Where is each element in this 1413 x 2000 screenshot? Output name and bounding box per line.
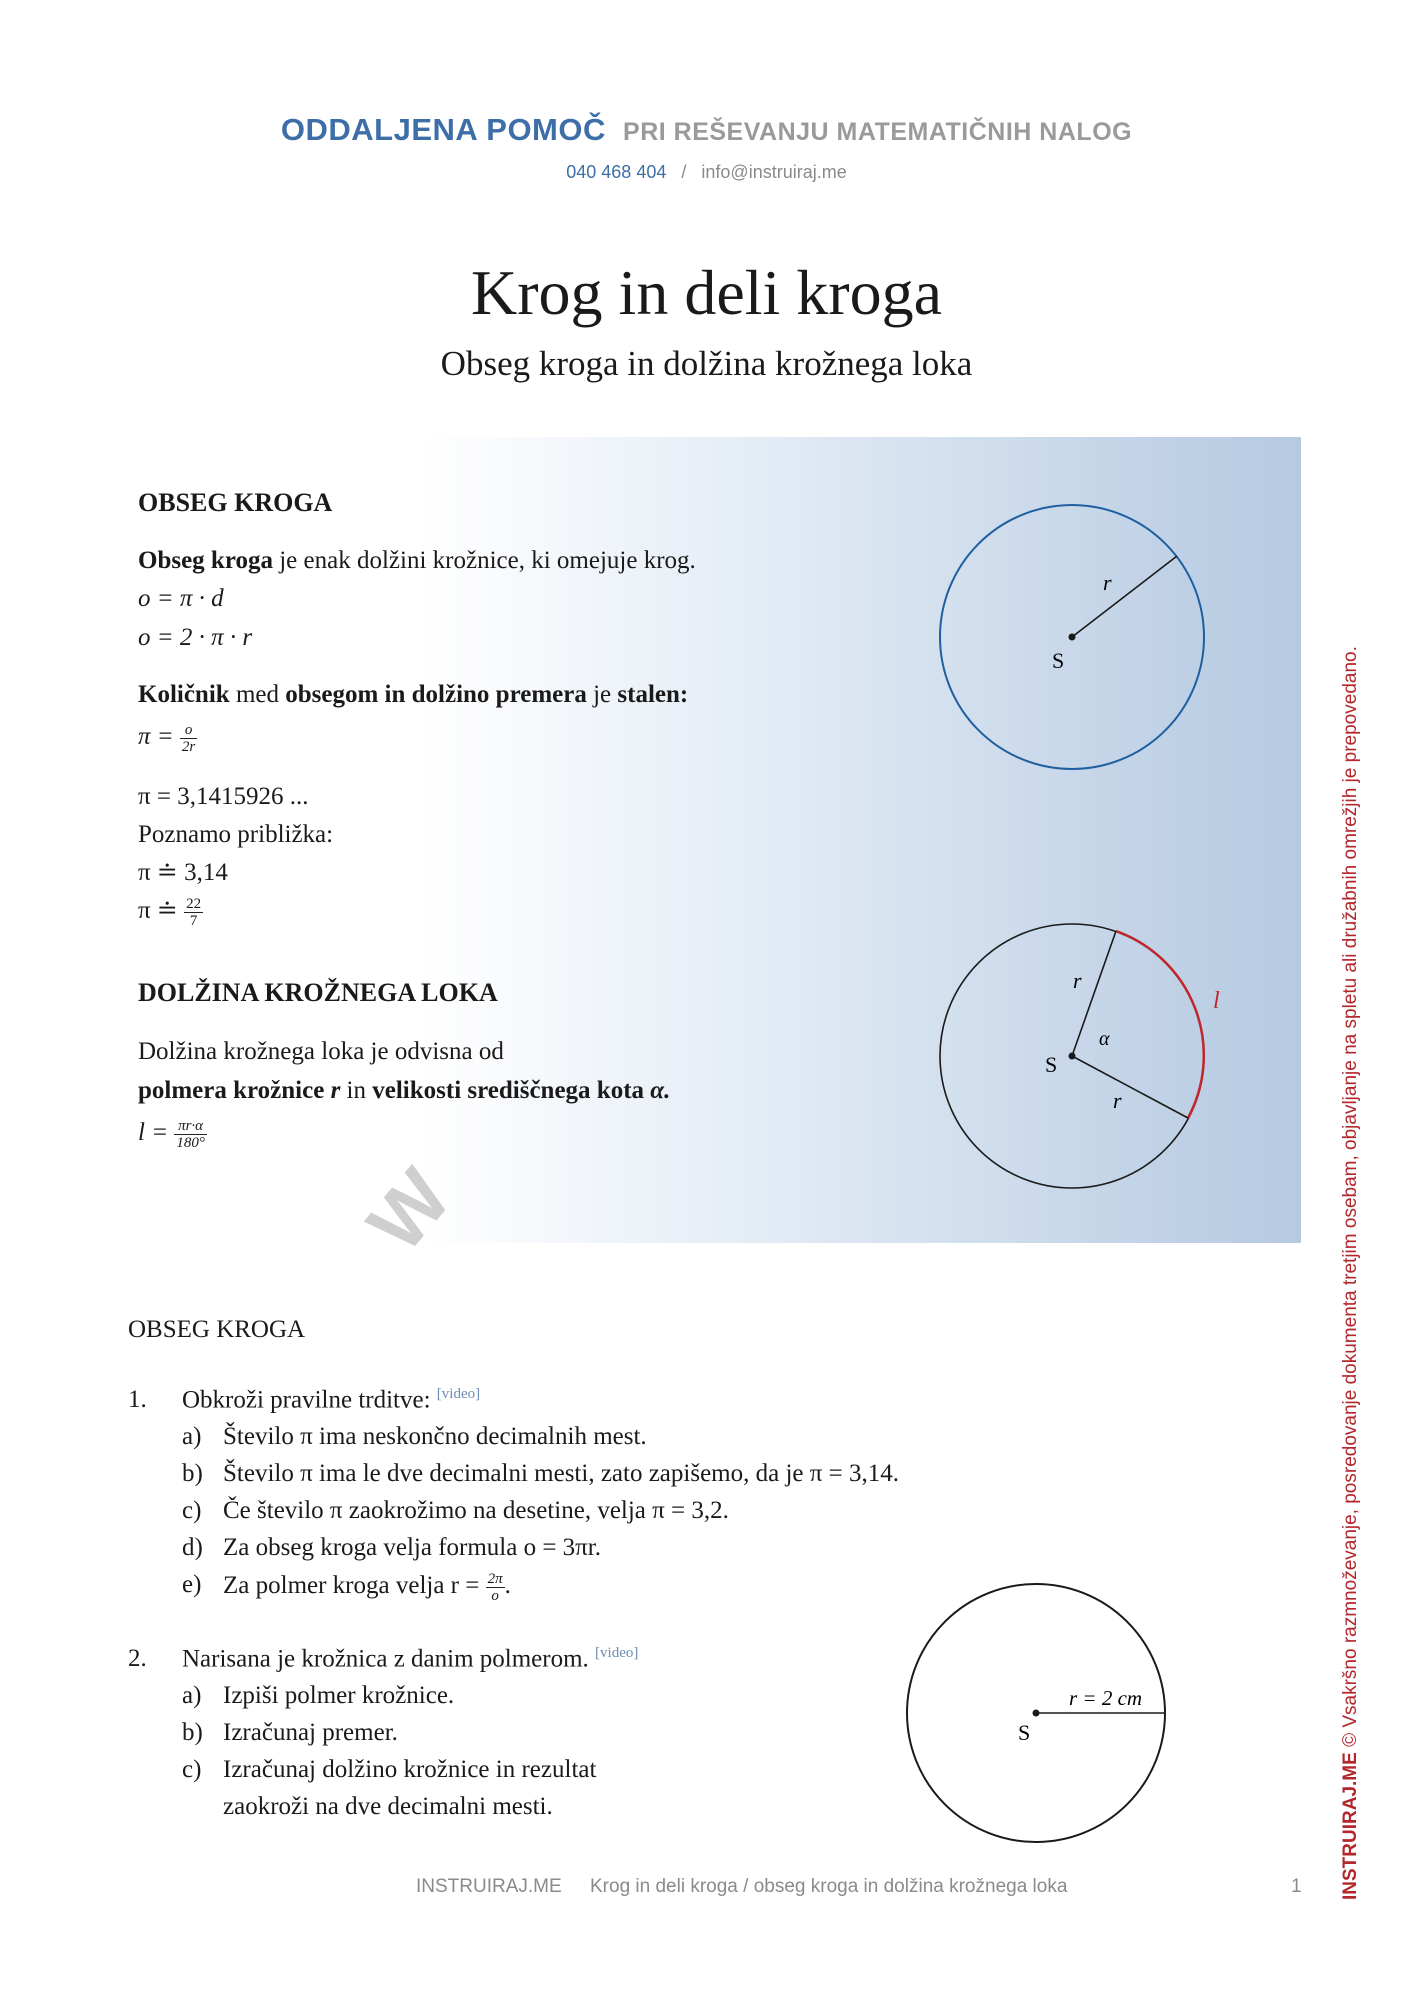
obseg-heading: OBSEG KROGA (138, 488, 333, 517)
obseg-definition (138, 542, 696, 580)
radius-label: r = 2 cm (1069, 1686, 1143, 1710)
radius-label-2: r (1113, 1088, 1122, 1113)
header-separator: / (681, 162, 687, 182)
page-subtitle: Obseg kroga in dolžina krožnega loka (440, 344, 973, 383)
footer-brand: INSTRUIRAJ.ME (416, 1876, 562, 1897)
footer-doc: Krog in deli kroga / obseg kroga in dolžina krožnega loka (590, 1876, 1068, 1897)
radius-line (1072, 556, 1177, 637)
fraction-den: 2r (181, 738, 196, 755)
pi-value: π = 3,1415926 ... (138, 783, 309, 810)
radius-label-1: r (1073, 968, 1082, 993)
approx2-lhs: π ≐ (138, 897, 178, 924)
header-phone[interactable]: 040 468 404 (566, 162, 667, 182)
ex2-item-c: Izračunaj dolžino krožnice in rezultat (223, 1756, 597, 1783)
center-label: S (1052, 648, 1065, 673)
lok-line1: Dolžina krožnega loka je odvisna od (138, 1038, 504, 1065)
ex2-video-link[interactable]: [video] (595, 1645, 639, 1661)
ex2-number: 2. (128, 1645, 147, 1672)
alpha-label: α (1099, 1028, 1110, 1050)
ex2-item-a: Izpiši polmer krožnice. (223, 1682, 455, 1709)
arc-l (1116, 931, 1204, 1118)
formula-o-pi-d: o = π · d (138, 585, 224, 612)
fraction-num: πr·α (174, 1118, 207, 1135)
fraction-2pi-o (486, 1571, 505, 1604)
ex1-item-b: Število π ima le dve decimalni mesti, zato zapišemo, da je π = 3,14. (223, 1460, 899, 1487)
fraction-o-2r (180, 722, 197, 755)
formula-pi-fraction (138, 718, 197, 756)
priblizka-label: Poznamo približka: (138, 821, 334, 848)
footer-page: 1 (1291, 1876, 1302, 1897)
lok-r: r (330, 1077, 341, 1104)
ex1-item-e-letter: e) (182, 1571, 202, 1598)
ex2-item-c-cont: zaokroži na dve decimalni mesti. (223, 1793, 553, 1820)
fraction-den: 180° (176, 1134, 205, 1151)
kolicnik-bold2: obsegom in dolžino premera (285, 681, 587, 708)
ex2-item-c-letter: c) (182, 1756, 202, 1783)
ex1-item-b-letter: b) (182, 1460, 203, 1487)
ex1-number: 1. (128, 1386, 147, 1413)
header-contact (0, 162, 1413, 183)
fraction-num: o (180, 722, 197, 739)
arc-label: l (1213, 988, 1220, 1014)
center-point (1033, 1710, 1040, 1717)
ex2-item-a-letter: a) (182, 1682, 202, 1709)
ex2-item-b: Izračunaj premer. (223, 1719, 398, 1746)
ex1-item-e (223, 1571, 511, 1604)
radius-label: r (1103, 570, 1112, 595)
kolicnik-mid1: med (235, 681, 279, 708)
header-title-rest: PRI REŠEVANJU MATEMATIČNIH NALOG (623, 118, 1133, 146)
center-point (1069, 634, 1076, 641)
approx-22-7 (138, 892, 203, 930)
lok-bold2: velikosti središčnega kota (372, 1077, 645, 1104)
ex1-item-d-letter: d) (182, 1534, 203, 1561)
center-label: S (1018, 1720, 1031, 1745)
fraction-den: 7 (189, 912, 198, 929)
ex2-question (182, 1645, 638, 1673)
fraction-22-7 (184, 896, 203, 929)
ex1-item-c: Če število π zaokrožimo na desetine, velja π = 3,2. (223, 1497, 729, 1524)
ex1-item-e-dot: . (504, 1572, 511, 1600)
ex1-question (182, 1386, 480, 1414)
lok-formula-lhs: l = (138, 1119, 169, 1146)
ex1-text: Obkroži pravilne trditve: (182, 1386, 431, 1414)
lok-line2 (138, 1072, 670, 1110)
approx-314: π ≐ 3,14 (138, 859, 228, 886)
center-label: S (1045, 1052, 1058, 1077)
ex1-item-c-letter: c) (182, 1497, 202, 1524)
lok-formula (138, 1114, 207, 1152)
ex2-item-b-letter: b) (182, 1719, 203, 1746)
side-notice-brand: INSTRUIRAJ.ME (1340, 1752, 1361, 1900)
circle-exercise-diagram (905, 1578, 1175, 1848)
lok-alpha: α. (650, 1077, 671, 1104)
kolicnik-line (138, 676, 688, 714)
obseg-def-rest: je enak dolžini krožnice, ki omejuje krog. (279, 547, 696, 574)
header-title (0, 112, 1413, 148)
exercises-heading: OBSEG KROGA (128, 1316, 306, 1343)
kolicnik-bold3: stalen: (617, 681, 689, 708)
page-title: Krog in deli kroga (471, 257, 942, 328)
ex1-item-a-letter: a) (182, 1423, 202, 1450)
lok-bold1: polmera krožnice (138, 1077, 325, 1104)
header-title-main: ODDALJENA POMOČ (280, 112, 606, 147)
fraction-pira-180 (174, 1118, 207, 1151)
pi-eq: π = (138, 723, 174, 750)
ex1-item-d: Za obseg kroga velja formula o = 3πr. (223, 1534, 602, 1561)
radius-line-2 (1072, 1056, 1188, 1118)
formula-o-2pi-r: o = 2 · π · r (138, 624, 253, 651)
side-notice (1340, 646, 1362, 1900)
fraction-den: o (491, 1588, 499, 1604)
fraction-num: 2π (487, 1571, 503, 1587)
fraction-num: 22 (186, 895, 202, 912)
kolicnik-bold1: Količnik (138, 681, 230, 708)
watermark: W (350, 1148, 472, 1268)
ex1-item-e-text: Za polmer kroga velja r = (223, 1572, 480, 1600)
lok-heading: DOLŽINA KROŽNEGA LOKA (138, 978, 498, 1007)
circle-lok-diagram (900, 900, 1250, 1200)
ex1-item-a: Število π ima neskončno decimalnih mest. (223, 1423, 647, 1450)
ex2-text: Narisana je krožnica z danim polmerom. (182, 1645, 589, 1673)
circle-obseg-diagram (900, 480, 1250, 820)
obseg-def-bold: Obseg kroga (138, 547, 273, 574)
header-email[interactable]: info@instruiraj.me (701, 162, 847, 182)
kolicnik-mid2: je (593, 681, 612, 708)
side-notice-text: © Vsakršno razmnoževanje, posredovanje dokumenta tretjim osebam, objavljanje na spletu ali družabnih omrežjih je prepovedano. (1340, 646, 1361, 1747)
ex1-video-link[interactable]: [video] (436, 1386, 481, 1402)
lok-mid: in (346, 1077, 366, 1104)
center-point (1069, 1053, 1076, 1060)
